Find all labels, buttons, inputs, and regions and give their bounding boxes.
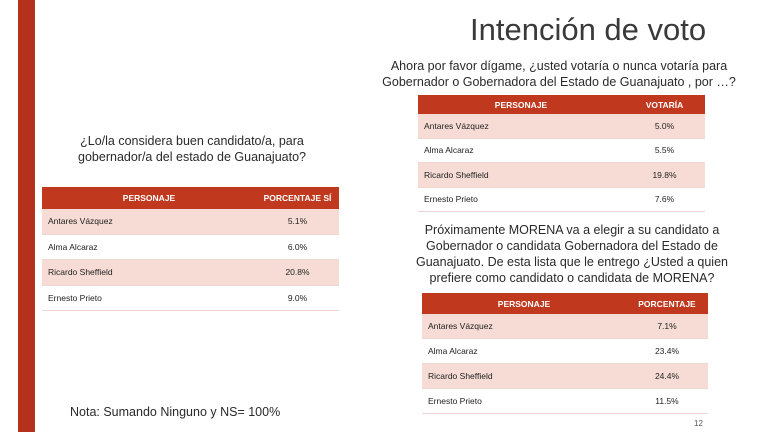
cell-value: 5.5% (624, 138, 705, 163)
cell-name: Antares Vázquez (418, 114, 624, 138)
cell-name: Ricardo Sheffield (418, 163, 624, 188)
cell-value: 19.8% (624, 163, 705, 188)
table-row (422, 364, 708, 389)
cell-name: Ricardo Sheffield (42, 260, 256, 286)
cell-name: Ernesto Prieto (42, 285, 256, 311)
column-header: VOTARÍA (624, 95, 705, 114)
table-row (42, 234, 339, 260)
cell-name: Ernesto Prieto (418, 187, 624, 212)
column-header: PORCENTAJE SÍ (256, 187, 339, 209)
table-header-row (42, 187, 339, 209)
table-row (418, 138, 705, 163)
cell-value: 9.0% (256, 285, 339, 311)
cell-name: Antares Vázquez (42, 209, 256, 234)
cell-name: Antares Vázquez (422, 314, 626, 339)
cell-name: Ernesto Prieto (422, 389, 626, 414)
column-header: PORCENTAJE (626, 293, 708, 314)
table-morena (422, 293, 708, 414)
cell-value: 5.1% (256, 209, 339, 234)
question-votaria: Ahora por favor dígame, ¿usted votaría o nunca votaría para Gobernador o Gobernadora del Estado de Guanajuato , por …? (382, 59, 736, 89)
cell-value: 23.4% (626, 339, 708, 364)
table-buen-candidato (42, 187, 339, 311)
accent-bar (18, 0, 35, 432)
cell-value: 20.8% (256, 260, 339, 286)
cell-value: 7.1% (626, 314, 708, 339)
cell-value: 11.5% (626, 389, 708, 414)
table-row (42, 209, 339, 234)
table-header-row (422, 293, 708, 314)
cell-value: 24.4% (626, 364, 708, 389)
table-header-row (418, 95, 705, 114)
table-row (418, 163, 705, 188)
table-row (42, 260, 339, 286)
table-row (42, 285, 339, 311)
column-header: PERSONAJE (422, 293, 626, 314)
footnote: Nota: Sumando Ninguno y NS= 100% (70, 405, 281, 419)
cell-value: 5.0% (624, 114, 705, 138)
table-row (422, 339, 708, 364)
cell-value: 7.6% (624, 187, 705, 212)
table-row (422, 314, 708, 339)
cell-name: Alma Alcaraz (422, 339, 626, 364)
column-header: PERSONAJE (418, 95, 624, 114)
cell-name: Ricardo Sheffield (422, 364, 626, 389)
cell-name: Alma Alcaraz (42, 234, 256, 260)
cell-value: 6.0% (256, 234, 339, 260)
table-row (418, 114, 705, 138)
column-header: PERSONAJE (42, 187, 256, 209)
table-votaria (418, 95, 705, 212)
question-morena: Próximamente MORENA va a elegir a su candidato a Gobernador o candidata Gobernadora del Estado de Guanajuato. De esta lista que le entrego ¿Usted a quien prefiere como candidato o candidata de MORENA? (415, 223, 728, 285)
table-row (418, 187, 705, 212)
page-number: 12 (694, 419, 703, 428)
slide-title: Intención de voto (470, 12, 707, 47)
question-buen-candidato: ¿Lo/la considera buen candidato/a, para gobernador/a del estado de Guanajuato? (78, 134, 306, 164)
cell-name: Alma Alcaraz (418, 138, 624, 163)
table-row (422, 389, 708, 414)
